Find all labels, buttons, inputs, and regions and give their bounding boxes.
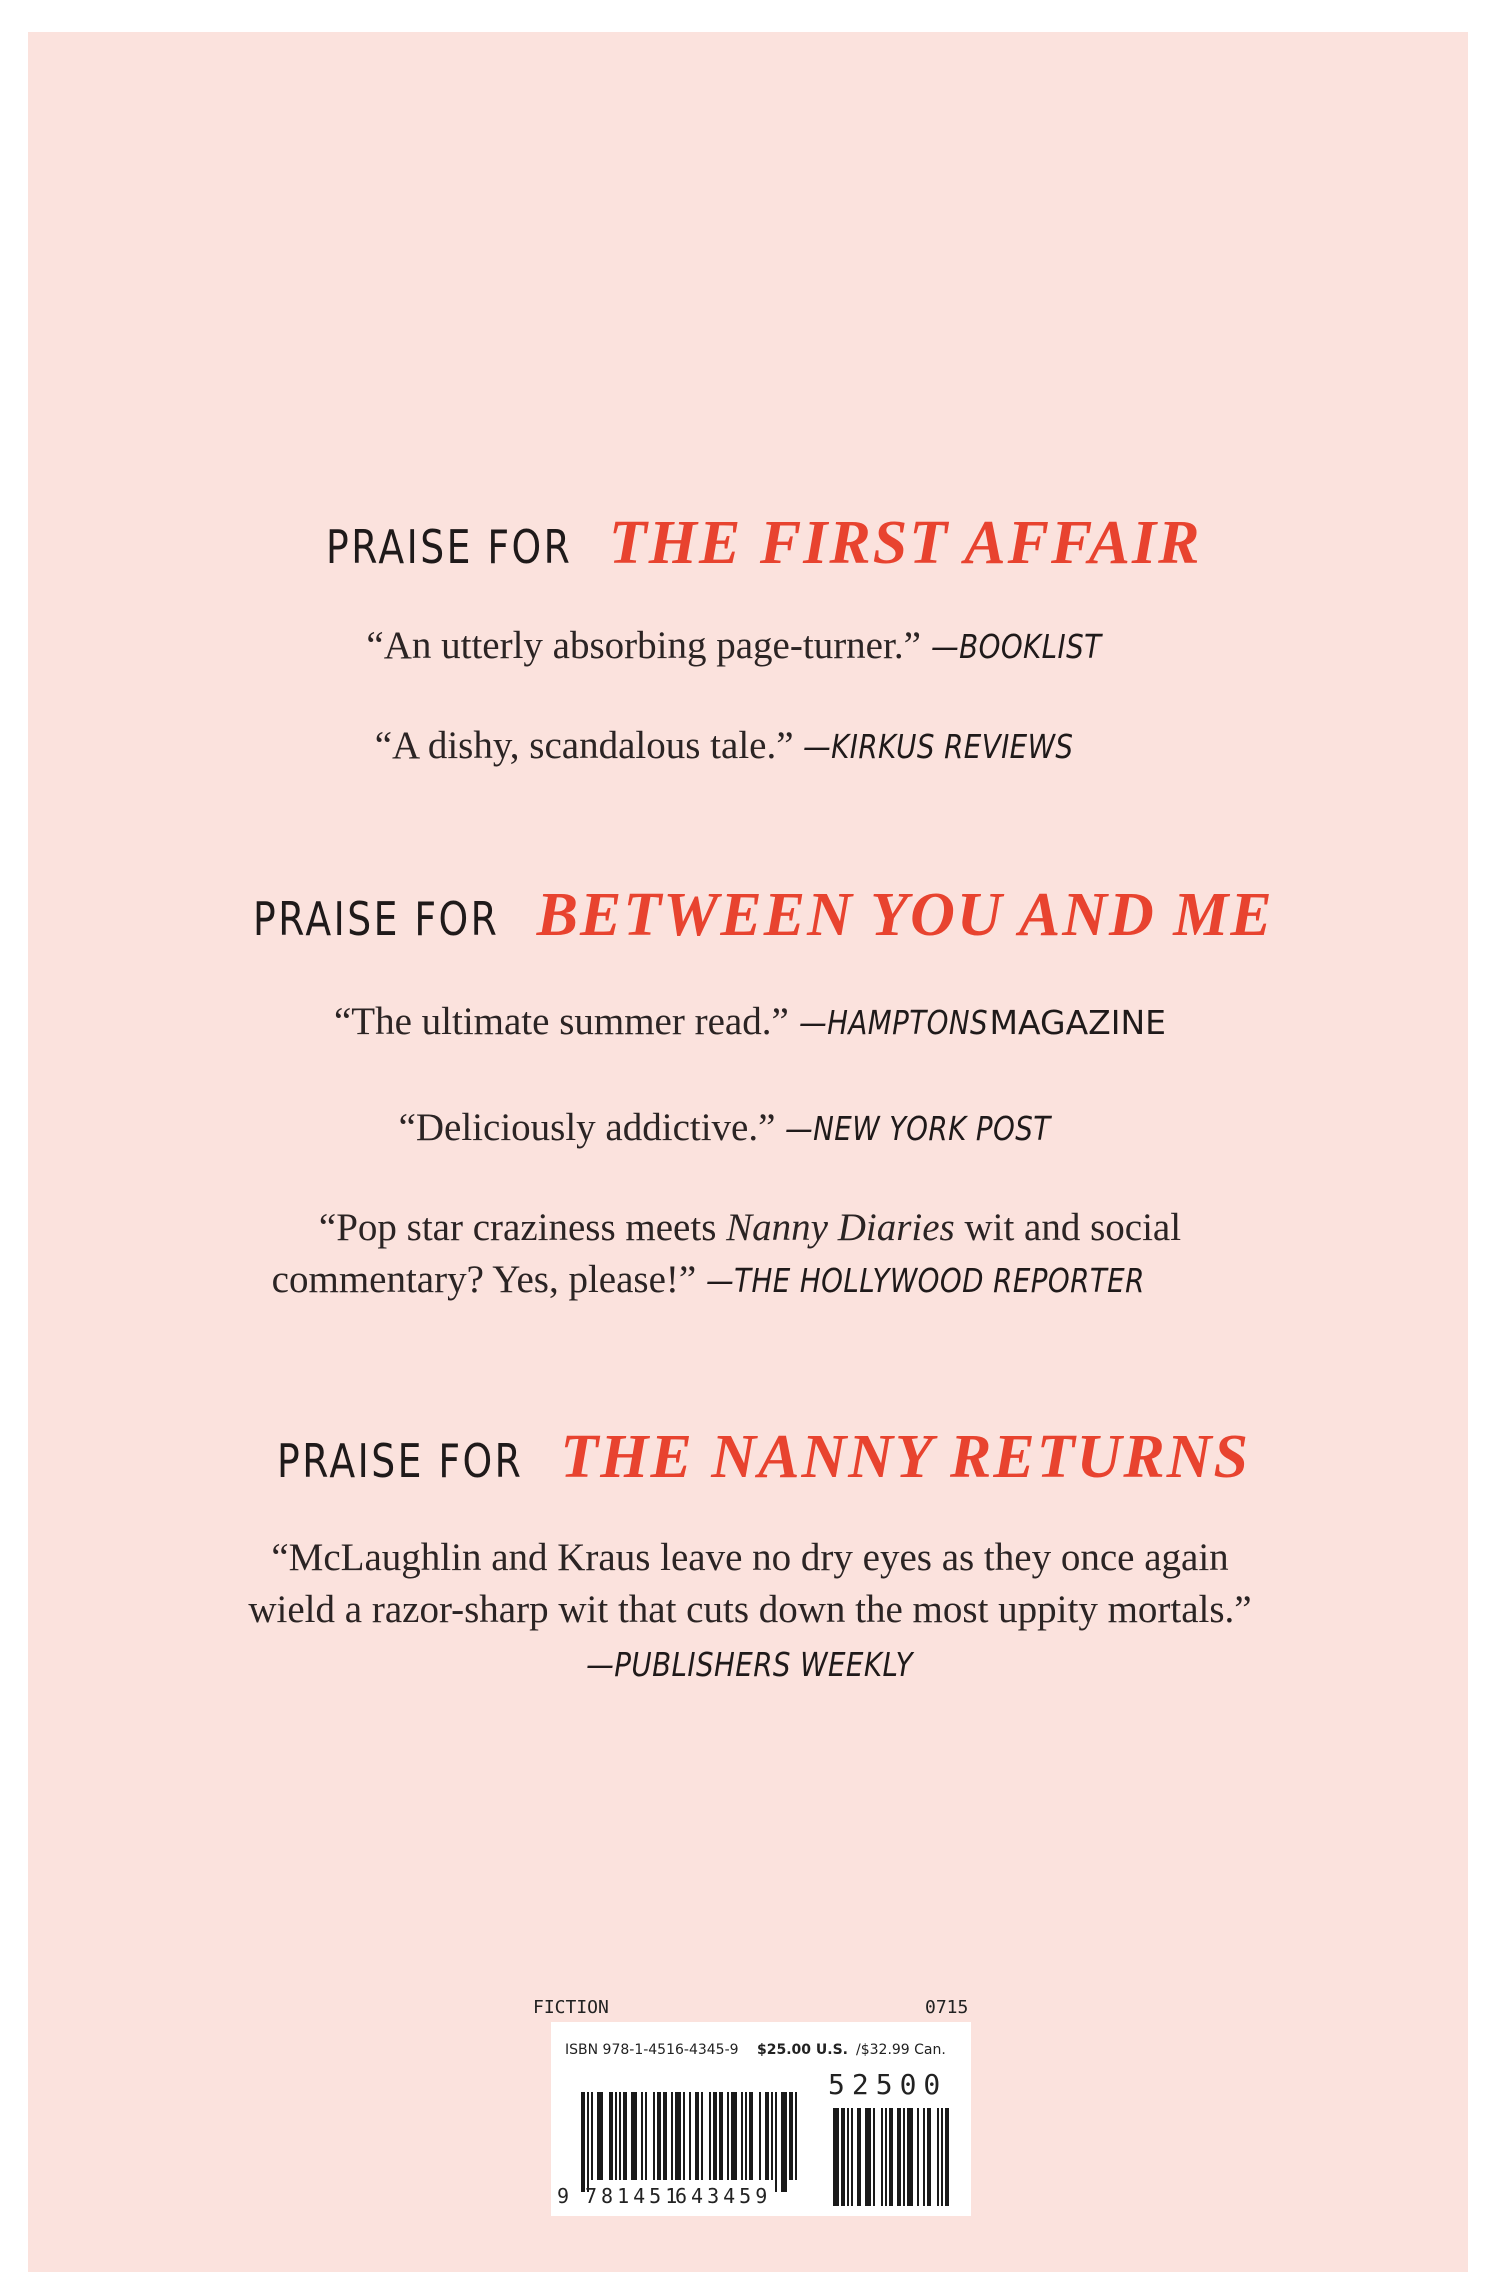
barcode-bar	[759, 2092, 761, 2180]
price-can: /$32.99 Can.	[856, 2042, 946, 2058]
barcode-bar	[731, 2092, 737, 2180]
category-code: 0715	[925, 1997, 969, 2018]
quote-publishers-weekly-line1	[0, 1532, 1500, 1584]
quote-text: commentary? Yes, please!”	[271, 1258, 706, 1301]
barcode-bar	[623, 2092, 627, 2180]
quote-text: wield a razor-sharp wit that cuts down the most uppity mortals.”	[248, 1588, 1252, 1631]
barcode-bar	[789, 2092, 793, 2180]
barcode-bar	[663, 2092, 667, 2180]
barcode-addon-bar	[889, 2108, 893, 2206]
quote-hamptons	[0, 996, 1500, 1049]
barcode-bar	[727, 2092, 729, 2180]
barcode-bar	[741, 2092, 743, 2180]
barcode-addon-bar	[881, 2108, 883, 2206]
barcode-addon-bar	[847, 2108, 849, 2206]
book-title-between-you-and-me: BETWEEN YOU AND ME	[536, 881, 1274, 949]
barcode-bar	[619, 2092, 621, 2180]
barcode-bar	[765, 2092, 769, 2180]
barcode-bar	[689, 2092, 691, 2180]
barcode-bar	[671, 2092, 673, 2180]
barcode-addon-bar	[907, 2108, 913, 2206]
quote-hollywood-line2	[0, 1254, 1500, 1307]
barcode-bar	[701, 2092, 703, 2180]
barcode-bar	[653, 2092, 655, 2180]
quote-text: “An utterly absorbing page-turner.”	[366, 624, 931, 667]
section-heading-between-you-and-me	[0, 880, 1500, 951]
barcode-addon-bar	[917, 2108, 919, 2206]
quote-ny-post	[0, 1102, 1500, 1155]
barcode-bar	[641, 2092, 643, 2180]
barcode-bar	[609, 2092, 613, 2180]
barcode-addon-bar	[851, 2108, 853, 2206]
barcode-bar	[795, 2092, 797, 2180]
quote-book-title: Nanny Diaries	[726, 1206, 955, 1249]
barcode-bar	[657, 2092, 661, 2180]
book-title-nanny-returns: THE NANNY RETURNS	[560, 1423, 1251, 1491]
section-heading-first-affair	[0, 508, 1500, 579]
barcode-bar	[645, 2092, 647, 2180]
barcode-addon-bar	[885, 2108, 887, 2206]
barcode-bar	[587, 2092, 589, 2192]
barcode-bar	[745, 2092, 747, 2180]
category-label: FICTION	[533, 1997, 609, 2018]
barcode-addon-bar	[923, 2108, 925, 2206]
barcode-bar	[591, 2092, 593, 2180]
quote-publishers-weekly-line2	[0, 1584, 1500, 1636]
quote-source: —NEW YORK POST	[785, 1109, 1051, 1148]
barcode-addon-bar	[941, 2108, 943, 2206]
barcode-digit-lead: 9	[557, 2184, 574, 2208]
quote-source: —PUBLISHERS WEEKLY	[586, 1645, 914, 1684]
quote-source-tail: MAGAZINE	[989, 1003, 1167, 1042]
barcode-addon-bar	[945, 2108, 949, 2206]
barcode-bar	[719, 2092, 723, 2180]
quote-text: “McLaughlin and Kraus leave no dry eyes as they once again	[271, 1536, 1229, 1579]
barcode-bar	[713, 2092, 717, 2180]
barcode-bar	[683, 2092, 685, 2180]
barcode-digits-left: 781451	[585, 2184, 682, 2208]
barcode-bar	[749, 2092, 753, 2180]
quote-text: wit and social	[954, 1206, 1182, 1249]
price-code: 52500	[828, 2068, 948, 2101]
quote-source: —HAMPTONS	[798, 1003, 988, 1042]
barcode-addon-bar	[857, 2108, 861, 2206]
barcode-addon-bar	[865, 2108, 871, 2206]
quote-source: —BOOKLIST	[930, 627, 1102, 666]
quote-publishers-weekly-source	[0, 1638, 1500, 1691]
quote-text: “A dishy, scandalous tale.”	[374, 724, 804, 767]
quote-source: —KIRKUS REVIEWS	[803, 727, 1074, 766]
price-us: $25.00 U.S.	[757, 2042, 848, 2058]
section-heading-nanny-returns	[0, 1422, 1500, 1493]
barcode-box	[551, 2022, 971, 2216]
quote-booklist	[0, 620, 1500, 673]
praise-label: PRAISE FOR	[253, 892, 500, 946]
praise-label: PRAISE FOR	[325, 520, 572, 574]
barcode-bar	[631, 2092, 637, 2180]
barcode-digits-right: 643459	[675, 2184, 772, 2208]
barcode-bar	[597, 2092, 603, 2180]
barcode-addon-bar	[841, 2108, 845, 2206]
barcode-bar	[695, 2092, 699, 2180]
barcode-bar	[775, 2092, 777, 2192]
barcode-bar	[771, 2092, 773, 2180]
barcode-bar	[675, 2092, 681, 2180]
barcode-addon-bar	[897, 2108, 901, 2206]
isbn-text: ISBN 978-1-4516-4345-9	[565, 2042, 739, 2058]
barcode-addon-bar	[903, 2108, 905, 2206]
barcode-addon-bar	[927, 2108, 931, 2206]
quote-text: “The ultimate summer read.”	[333, 1000, 799, 1043]
quote-hollywood-line1	[0, 1202, 1500, 1254]
barcode-addon-bar	[873, 2108, 875, 2206]
barcode-bar	[709, 2092, 711, 2180]
barcode-bar	[781, 2092, 787, 2192]
barcode-addon-bar	[937, 2108, 939, 2206]
quote-text: “Pop star craziness meets	[318, 1206, 727, 1249]
quote-text: “Deliciously addictive.”	[398, 1106, 786, 1149]
barcode-bar	[581, 2092, 585, 2192]
book-title-first-affair: THE FIRST AFFAIR	[608, 509, 1202, 577]
quote-source: —THE HOLLYWOOD REPORTER	[705, 1261, 1145, 1300]
barcode-addon-bar	[833, 2108, 839, 2206]
quote-kirkus	[0, 720, 1500, 773]
barcode-bar	[615, 2092, 617, 2180]
praise-label: PRAISE FOR	[277, 1434, 524, 1488]
